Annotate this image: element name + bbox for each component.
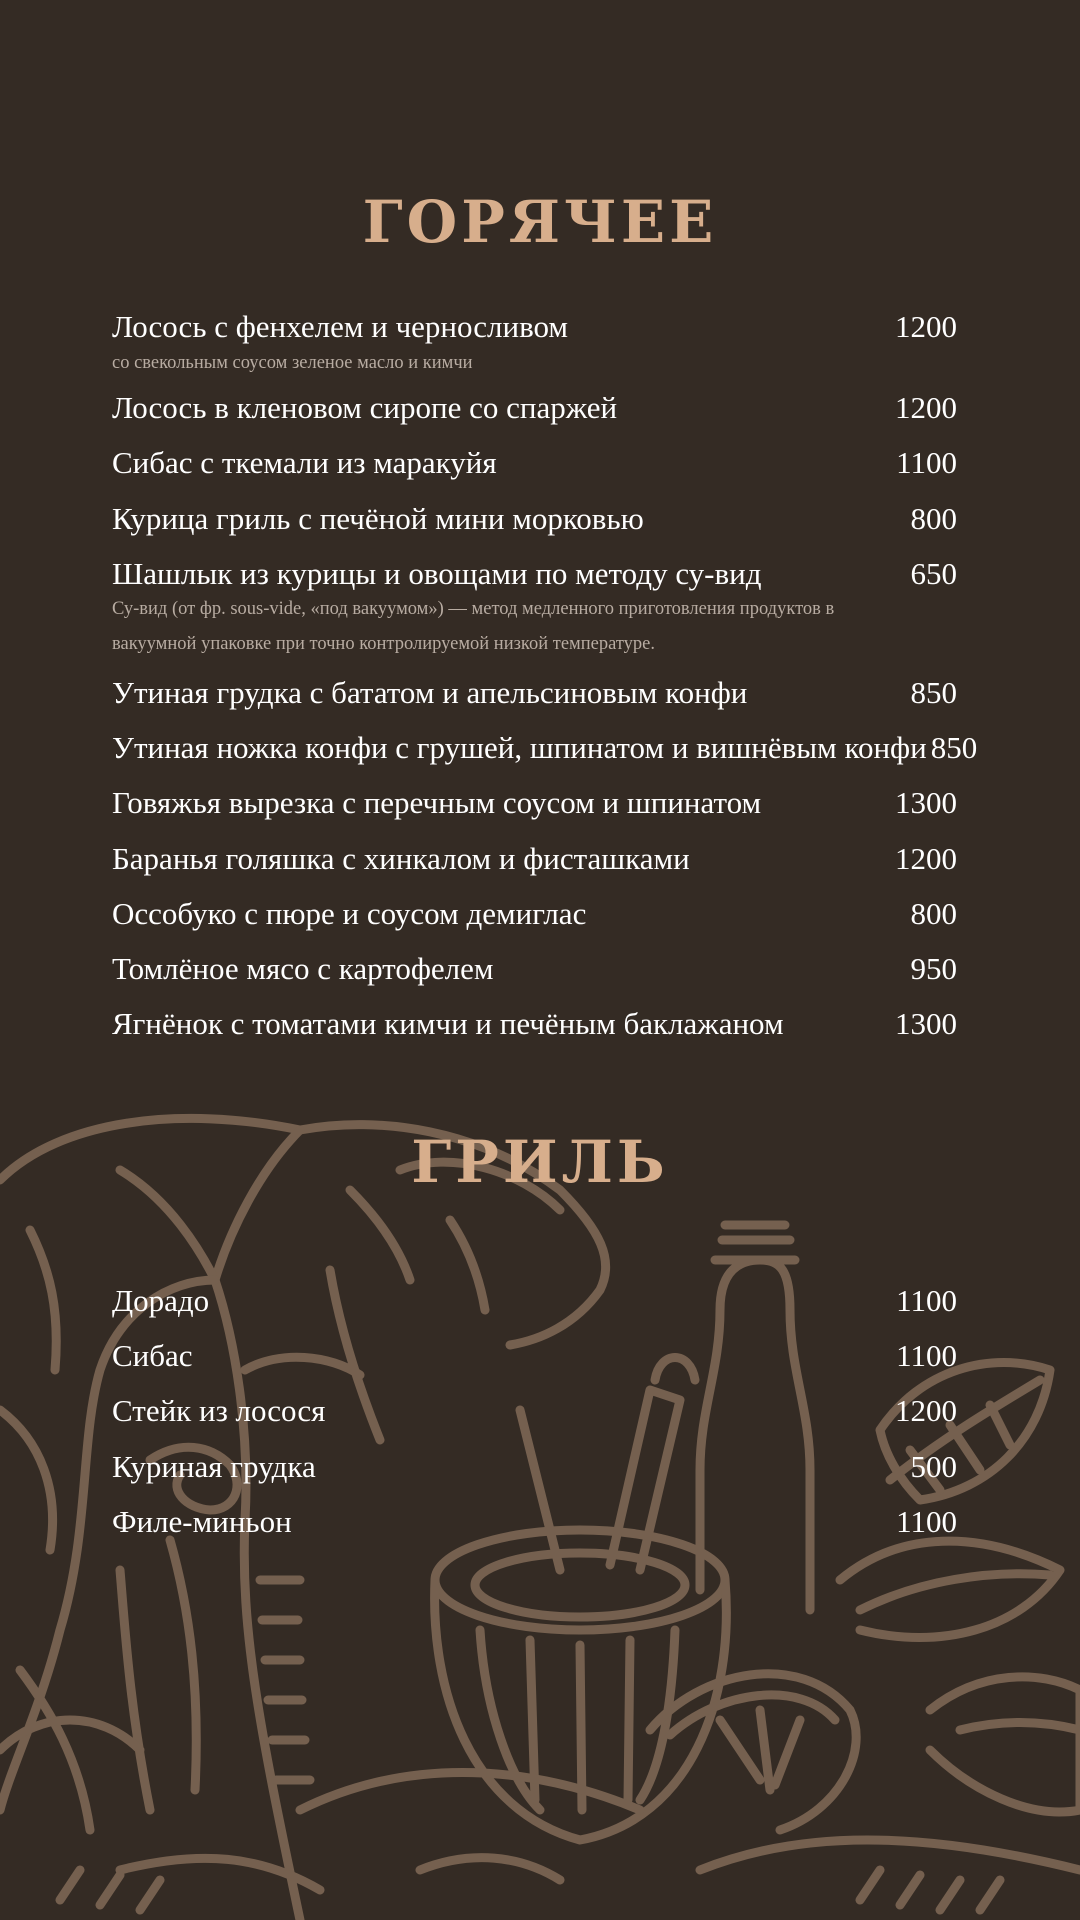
section-title-grill: ГРИЛЬ bbox=[411, 1128, 669, 1196]
item-name: Говяжья вырезка с перечным соусом и шпинатом bbox=[112, 785, 762, 821]
menu-item bbox=[112, 1005, 957, 1042]
item-name: Стейк из лосося bbox=[112, 1393, 326, 1429]
item-price: 1200 bbox=[895, 840, 957, 876]
menu-item bbox=[112, 555, 957, 592]
menu-item bbox=[112, 950, 957, 987]
menu-item bbox=[112, 1337, 957, 1374]
item-description: со свекольным соусом зеленое масло и кимчи bbox=[112, 353, 473, 374]
section-title-hot: ГОРЯЧЕЕ bbox=[362, 188, 718, 256]
item-price: 1100 bbox=[896, 445, 957, 481]
item-name: Утиная грудка с бататом и апельсиновым конфи bbox=[112, 674, 748, 710]
item-price: 1200 bbox=[895, 1393, 957, 1429]
item-price: 500 bbox=[910, 1448, 957, 1484]
menu-item bbox=[112, 500, 957, 537]
item-name: Утиная ножка конфи с грушей, шпинатом и вишнёвым конфи bbox=[112, 730, 927, 766]
menu-list-hot bbox=[112, 308, 978, 1042]
item-name: Оссобуко с пюре и соусом демиглас bbox=[112, 895, 587, 931]
menu-item bbox=[112, 840, 957, 877]
item-price: 850 bbox=[930, 730, 978, 766]
item-name: Ягнёнок с томатами кимчи и печёным баклажаном bbox=[112, 1006, 784, 1042]
menu-item bbox=[112, 444, 957, 481]
item-price: 1200 bbox=[895, 309, 957, 344]
lemon-slice-drawing bbox=[650, 1674, 856, 1830]
item-price: 1100 bbox=[896, 1338, 957, 1374]
item-name: Дорадо bbox=[112, 1283, 210, 1318]
item-price: 800 bbox=[910, 895, 957, 931]
item-name: Лосось с фенхелем и черносливом bbox=[112, 309, 569, 344]
item-price: 1100 bbox=[896, 1503, 957, 1539]
item-description: Су-вид (от фр. sous-vide, «под вакуумом») — метод медленного приготовления продуктов в bbox=[112, 598, 835, 619]
menu-item bbox=[112, 674, 957, 711]
item-price: 1300 bbox=[895, 785, 957, 821]
item-price: 950 bbox=[910, 950, 957, 986]
menu-item bbox=[112, 1282, 957, 1319]
item-price: 1100 bbox=[896, 1283, 957, 1318]
menu-item bbox=[112, 895, 957, 932]
item-price: 650 bbox=[910, 555, 957, 591]
item-name: Куриная грудка bbox=[112, 1448, 316, 1484]
menu-item bbox=[112, 389, 957, 426]
item-name: Баранья голяшка с хинкалом и фисташками bbox=[112, 840, 690, 876]
item-price: 800 bbox=[910, 500, 957, 536]
item-name: Курица гриль с печёной мини морковью bbox=[112, 500, 644, 536]
menu-item bbox=[112, 1448, 957, 1485]
item-name: Томлёное мясо с картофелем bbox=[112, 950, 494, 986]
item-name: Сибас с ткемали из маракуйя bbox=[112, 445, 497, 481]
menu-list-grill bbox=[112, 1282, 957, 1540]
menu-item bbox=[112, 729, 978, 766]
item-name: Филе-миньон bbox=[112, 1503, 292, 1539]
item-name: Шашлык из курицы и овощами по методу су-вид bbox=[112, 555, 762, 591]
menu-item bbox=[112, 784, 957, 821]
menu-item bbox=[112, 1503, 957, 1540]
item-price: 1300 bbox=[895, 1006, 957, 1042]
menu-item bbox=[112, 308, 957, 345]
item-name: Сибас bbox=[112, 1338, 193, 1374]
menu-item bbox=[112, 1392, 957, 1429]
item-price: 1200 bbox=[895, 390, 957, 426]
item-price: 850 bbox=[910, 674, 957, 710]
item-name: Лосось в кленовом сиропе со спаржей bbox=[112, 390, 618, 426]
item-description: вакуумной упаковке при точно контролируемой низкой температуре. bbox=[112, 633, 656, 654]
